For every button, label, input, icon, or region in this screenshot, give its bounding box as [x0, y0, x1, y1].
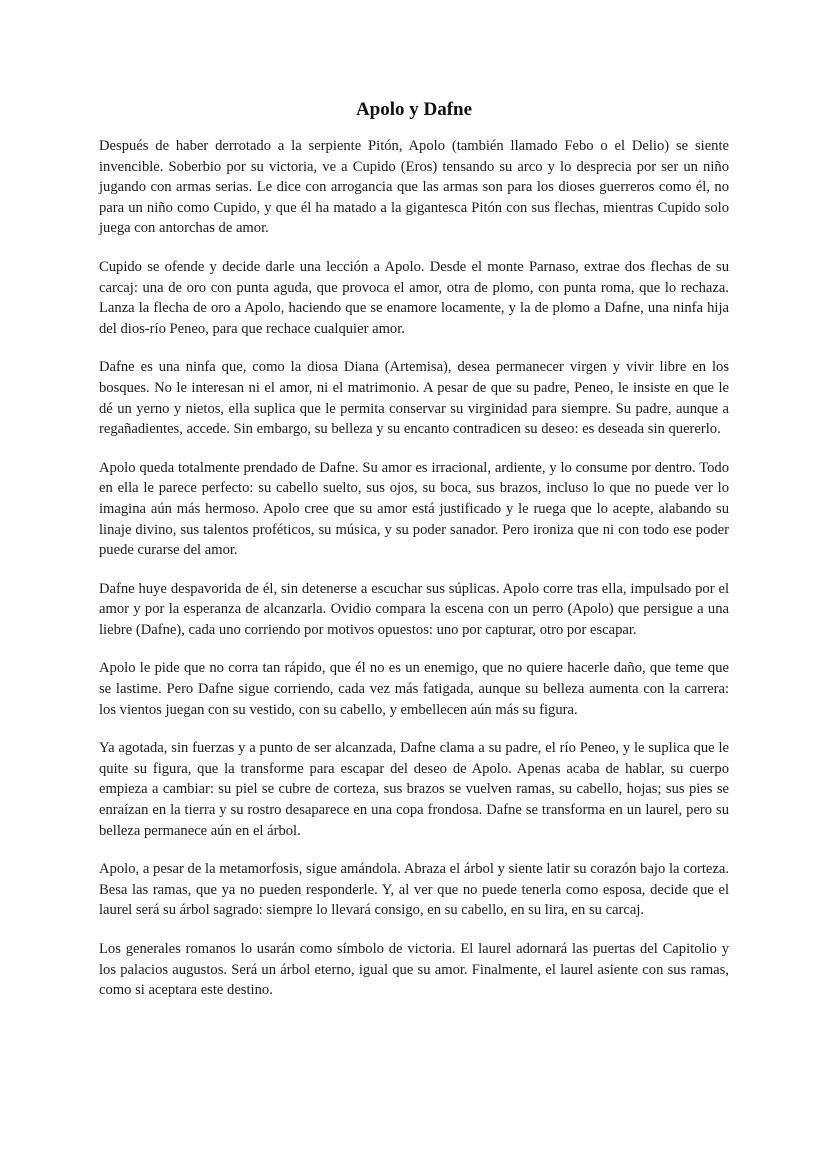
paragraph-9: Los generales romanos lo usarán como símbolo de victoria. El laurel adornará las puertas del Capitolio y los palacios augustos. Será un árbol eterno, igual que su amor. Finalmente, el laurel asiente con sus ramas, como si aceptara este destino. [99, 941, 729, 999]
document-title: Apolo y Dafne [355, 99, 473, 120]
paragraph-4: Apolo queda totalmente prendado de Dafne. Su amor es irracional, ardiente, y lo consume por dentro. Todo en ella le parece perfecto: su cabello suelto, sus ojos, su boca, sus brazos, incluso lo que no puede ver lo imagina aún más hermoso. Apolo cree que su amor está justificado y le ruega que lo acepte, alabando su linaje divino, sus talentos proféticos, su música, y su poder sanador. Pero ironiza que ni con todo ese poder puede curarse del amor. [99, 459, 729, 559]
paragraph-3: Dafne es una ninfa que, como la diosa Diana (Artemisa), desea permanecer virgen y vivir libre en los bosques. No le interesan ni el amor, ni el matrimonio. A pesar de que su padre, Peneo, le insiste en que le dé un yerno y nietos, ella suplica que le permita conservar su virginidad para siempre. Su padre, aunque a regañadientes, accede. Sin embargo, su belleza y su encanto contradicen su deseo: es deseada sin quererlo. [99, 359, 729, 438]
paragraph-6: Apolo le pide que no corra tan rápido, que él no es un enemigo, que no quiere hacerle daño, que teme que se lastime. Pero Dafne sigue corriendo, cada vez más fatigada, aunque su belleza aumenta con la carrera: los vientos juegan con su vestido, con su cabello, y embellecen aún más su figura. [99, 660, 729, 718]
paragraph-8: Apolo, a pesar de la metamorfosis, sigue amándola. Abraza el árbol y siente latir su corazón bajo la corteza. Besa las ramas, que ya no pueden responderle. Y, al ver que no puede tenerla como esposa, decide que el laurel será su árbol sagrado: siempre lo llevará consigo, en su cabello, en su lira, en su carcaj. [99, 861, 729, 919]
paragraph-2: Cupido se ofende y decide darle una lección a Apolo. Desde el monte Parnaso, extrae dos flechas de su carcaj: una de oro con punta aguda, que provoca el amor, otra de plomo, con punta roma, que lo rechaza. Lanza la flecha de oro a Apolo, haciendo que se enamore locamente, y la de plomo a Dafne, una ninfa hija del dios-río Peneo, para que rechace cualquier amor. [99, 258, 729, 337]
paragraph-1: Después de haber derrotado a la serpiente Pitón, Apolo (también llamado Febo o el Delio) se siente invencible. Soberbio por su victoria, ve a Cupido (Eros) tensando su arco y lo desprecia por ser un niño jugando con armas serias. Le dice con arrogancia que las armas son para los dioses guerreros como él, no para un niño como Cupido, y que él ha matado a la gigantesca Pitón con sus flechas, mientras Cupido solo juega con antorchas de amor. [99, 138, 729, 237]
paragraph-7: Ya agotada, sin fuerzas y a punto de ser alcanzada, Dafne clama a su padre, el río Peneo, y le suplica que le quite su figura, que la transforme para escapar del deseo de Apolo. Apenas acaba de hablar, su cuerpo empieza a cambiar: su piel se cubre de corteza, sus brazos se vuelven ramas, su cabello, hojas; sus pies se enraízan en la tierra y su rostro desaparece en una copa frondosa. Dafne se transforma en un laurel, pero su belleza permanece aún en el árbol. [99, 740, 729, 839]
paragraph-5: Dafne huye despavorida de él, sin detenerse a escuchar sus súplicas. Apolo corre tras ella, impulsado por el amor y por la esperanza de alcanzarla. Ovidio compara la escena con un perro (Apolo) que persigue a una liebre (Dafne), cada uno corriendo por motivos opuestos: uno por capturar, otro por escapar. [99, 580, 729, 638]
